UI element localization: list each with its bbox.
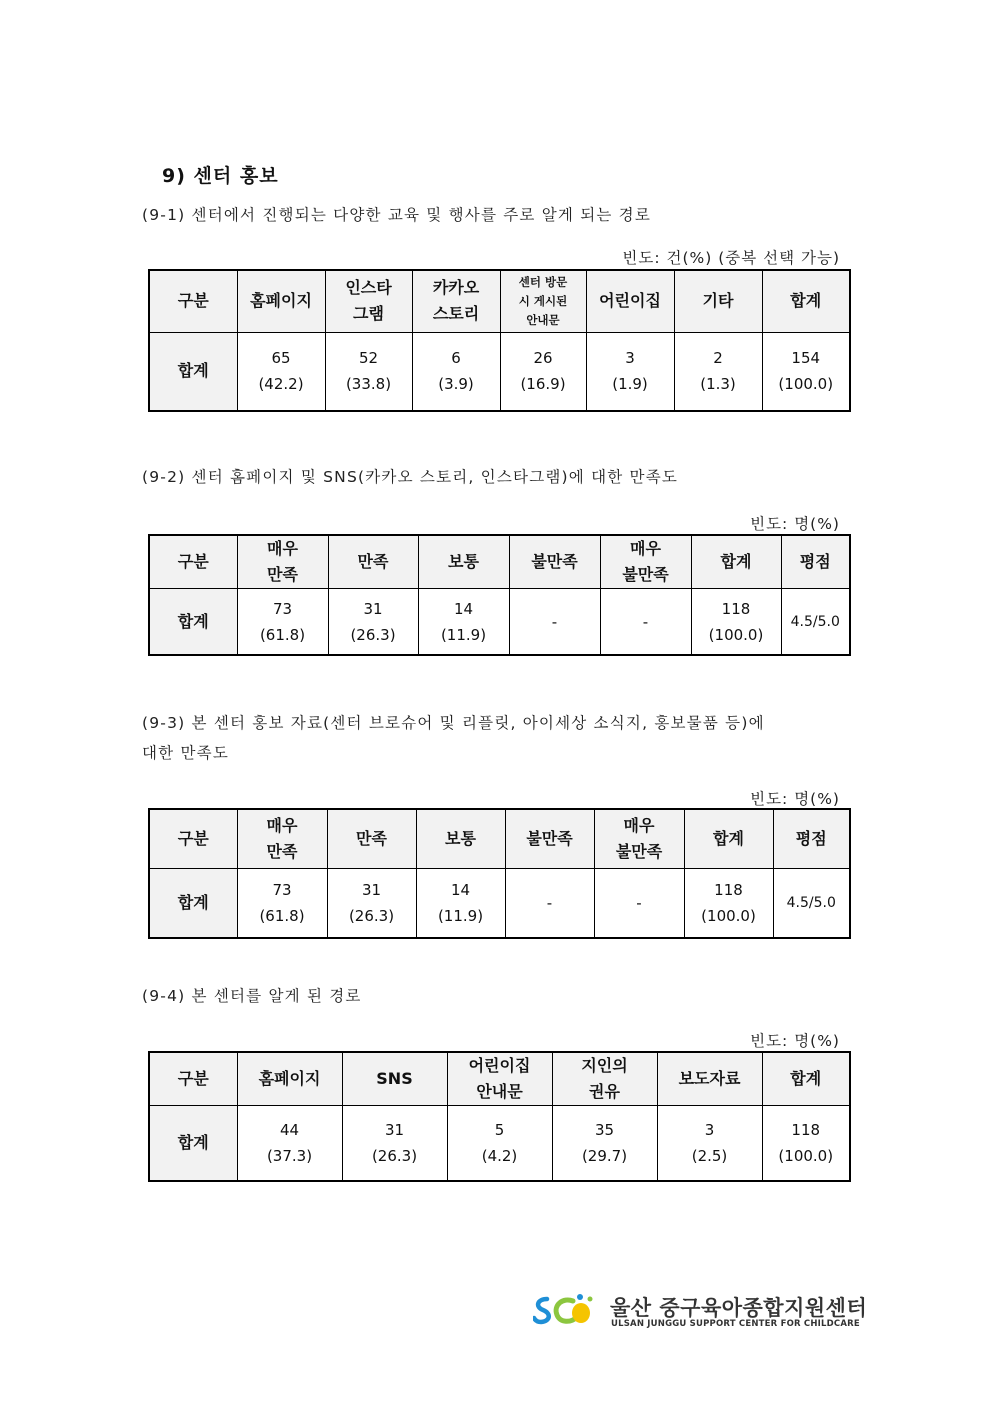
- q3-row-label: 합계: [149, 868, 237, 938]
- q4-cell: 31 (26.3): [342, 1106, 447, 1182]
- q2-header-cell: 불만족: [509, 535, 600, 589]
- org-name-en: ULSAN JUNGGU SUPPORT CENTER FOR CHILDCARE: [611, 1319, 860, 1329]
- q1-header-cell: 구분: [149, 270, 237, 332]
- q4-cell: 5 (4.2): [447, 1106, 552, 1182]
- q2-header-cell: 구분: [149, 535, 237, 589]
- org-name: 울산 중구육아종합지원센터: [610, 1296, 868, 1320]
- table-row: [149, 332, 850, 411]
- q1-header-cell: 기타: [674, 270, 762, 332]
- q3-header-cell: 보통: [416, 809, 505, 868]
- q4-header-cell: 보도자료: [657, 1052, 762, 1106]
- q3-score: 4.5/5.0: [773, 868, 850, 938]
- q3-table: [148, 808, 851, 939]
- q3-header-cell: 매우 만족: [237, 809, 327, 868]
- q2-cell: -: [600, 589, 691, 656]
- q3-title-line2: 대한 만족도: [142, 744, 229, 762]
- table-row: [149, 589, 850, 656]
- q4-title: (9-4) 본 센터를 알게 된 경로: [142, 987, 362, 1005]
- q2-cell: -: [509, 589, 600, 656]
- q2-table: [148, 534, 851, 656]
- q4-table: [148, 1051, 851, 1182]
- q3-header-cell: 구분: [149, 809, 237, 868]
- q1-header-cell: 카카오 스토리: [412, 270, 500, 332]
- q2-cell: 14 (11.9): [418, 589, 509, 656]
- q1-header-row: [149, 270, 850, 332]
- q2-header-row: [149, 535, 850, 589]
- q4-header-row: [149, 1052, 850, 1106]
- q1-cell: 65 (42.2): [237, 332, 325, 411]
- q1-cell: 2 (1.3): [674, 332, 762, 411]
- q4-header-cell: 어린이집 안내문: [447, 1052, 552, 1106]
- table-row: [149, 1106, 850, 1182]
- q2-header-cell: 매우 불만족: [600, 535, 691, 589]
- q3-cell: -: [594, 868, 684, 938]
- q4-cell: 35 (29.7): [552, 1106, 657, 1182]
- q2-title: (9-2) 센터 홈페이지 및 SNS(카카오 스토리, 인스타그램)에 대한 만족도: [142, 468, 679, 486]
- q1-cell: 26 (16.9): [500, 332, 586, 411]
- q4-cell: 118 (100.0): [762, 1106, 850, 1182]
- q1-cell: 52 (33.8): [325, 332, 412, 411]
- q1-header-cell: 합계: [762, 270, 850, 332]
- q1-header-cell: 홈페이지: [237, 270, 325, 332]
- q2-cell: 118 (100.0): [691, 589, 781, 656]
- q3-cell: 118 (100.0): [684, 868, 773, 938]
- q3-cell: 14 (11.9): [416, 868, 505, 938]
- q2-header-cell: 매우 만족: [237, 535, 328, 589]
- table-row: [149, 868, 850, 938]
- q3-cell: -: [505, 868, 594, 938]
- q1-cell: 6 (3.9): [412, 332, 500, 411]
- q1-header-cell: 인스타 그램: [325, 270, 412, 332]
- q1-header-cell: 센터 방문 시 게시된 안내문: [500, 270, 586, 332]
- q2-row-label: 합계: [149, 589, 237, 656]
- q2-unit: 빈도: 명(%): [750, 515, 840, 533]
- section-title: 9) 센터 홍보: [162, 165, 279, 187]
- q4-header-cell: 홈페이지: [237, 1052, 342, 1106]
- q3-unit: 빈도: 명(%): [750, 790, 840, 808]
- q1-row-label: 합계: [149, 332, 237, 411]
- q4-cell: 44 (37.3): [237, 1106, 342, 1182]
- q4-header-cell: 합계: [762, 1052, 850, 1106]
- q4-row-label: 합계: [149, 1106, 237, 1182]
- q1-cell: 3 (1.9): [586, 332, 674, 411]
- q3-header-cell: 만족: [327, 809, 416, 868]
- q2-cell: 31 (26.3): [328, 589, 418, 656]
- q4-header-cell: SNS: [342, 1052, 447, 1106]
- q2-header-cell: 합계: [691, 535, 781, 589]
- q3-header-cell: 평점: [773, 809, 850, 868]
- q3-header-cell: 불만족: [505, 809, 594, 868]
- q4-header-cell: 지인의 권유: [552, 1052, 657, 1106]
- q2-header-cell: 평점: [781, 535, 850, 589]
- q2-header-cell: 만족: [328, 535, 418, 589]
- q2-score: 4.5/5.0: [781, 589, 850, 656]
- q4-cell: 3 (2.5): [657, 1106, 762, 1182]
- q2-cell: 73 (61.8): [237, 589, 328, 656]
- q3-header-cell: 합계: [684, 809, 773, 868]
- q3-header-cell: 매우 불만족: [594, 809, 684, 868]
- q4-header-cell: 구분: [149, 1052, 237, 1106]
- q3-title-line1: (9-3) 본 센터 홍보 자료(센터 브로슈어 및 리플릿, 아이세상 소식지, 홍보물품 등)에: [142, 714, 765, 732]
- q1-title: (9-1) 센터에서 진행되는 다양한 교육 및 행사를 주로 알게 되는 경로: [142, 206, 652, 224]
- q3-cell: 73 (61.8): [237, 868, 327, 938]
- q2-header-cell: 보통: [418, 535, 509, 589]
- q3-cell: 31 (26.3): [327, 868, 416, 938]
- sci-logo-icon: [533, 1291, 607, 1331]
- q1-header-cell: 어린이집: [586, 270, 674, 332]
- q3-header-row: [149, 809, 850, 868]
- q1-cell: 154 (100.0): [762, 332, 850, 411]
- q1-table: [148, 269, 851, 412]
- q4-unit: 빈도: 명(%): [750, 1032, 840, 1050]
- q1-unit: 빈도: 건(%) (중복 선택 가능): [622, 249, 840, 267]
